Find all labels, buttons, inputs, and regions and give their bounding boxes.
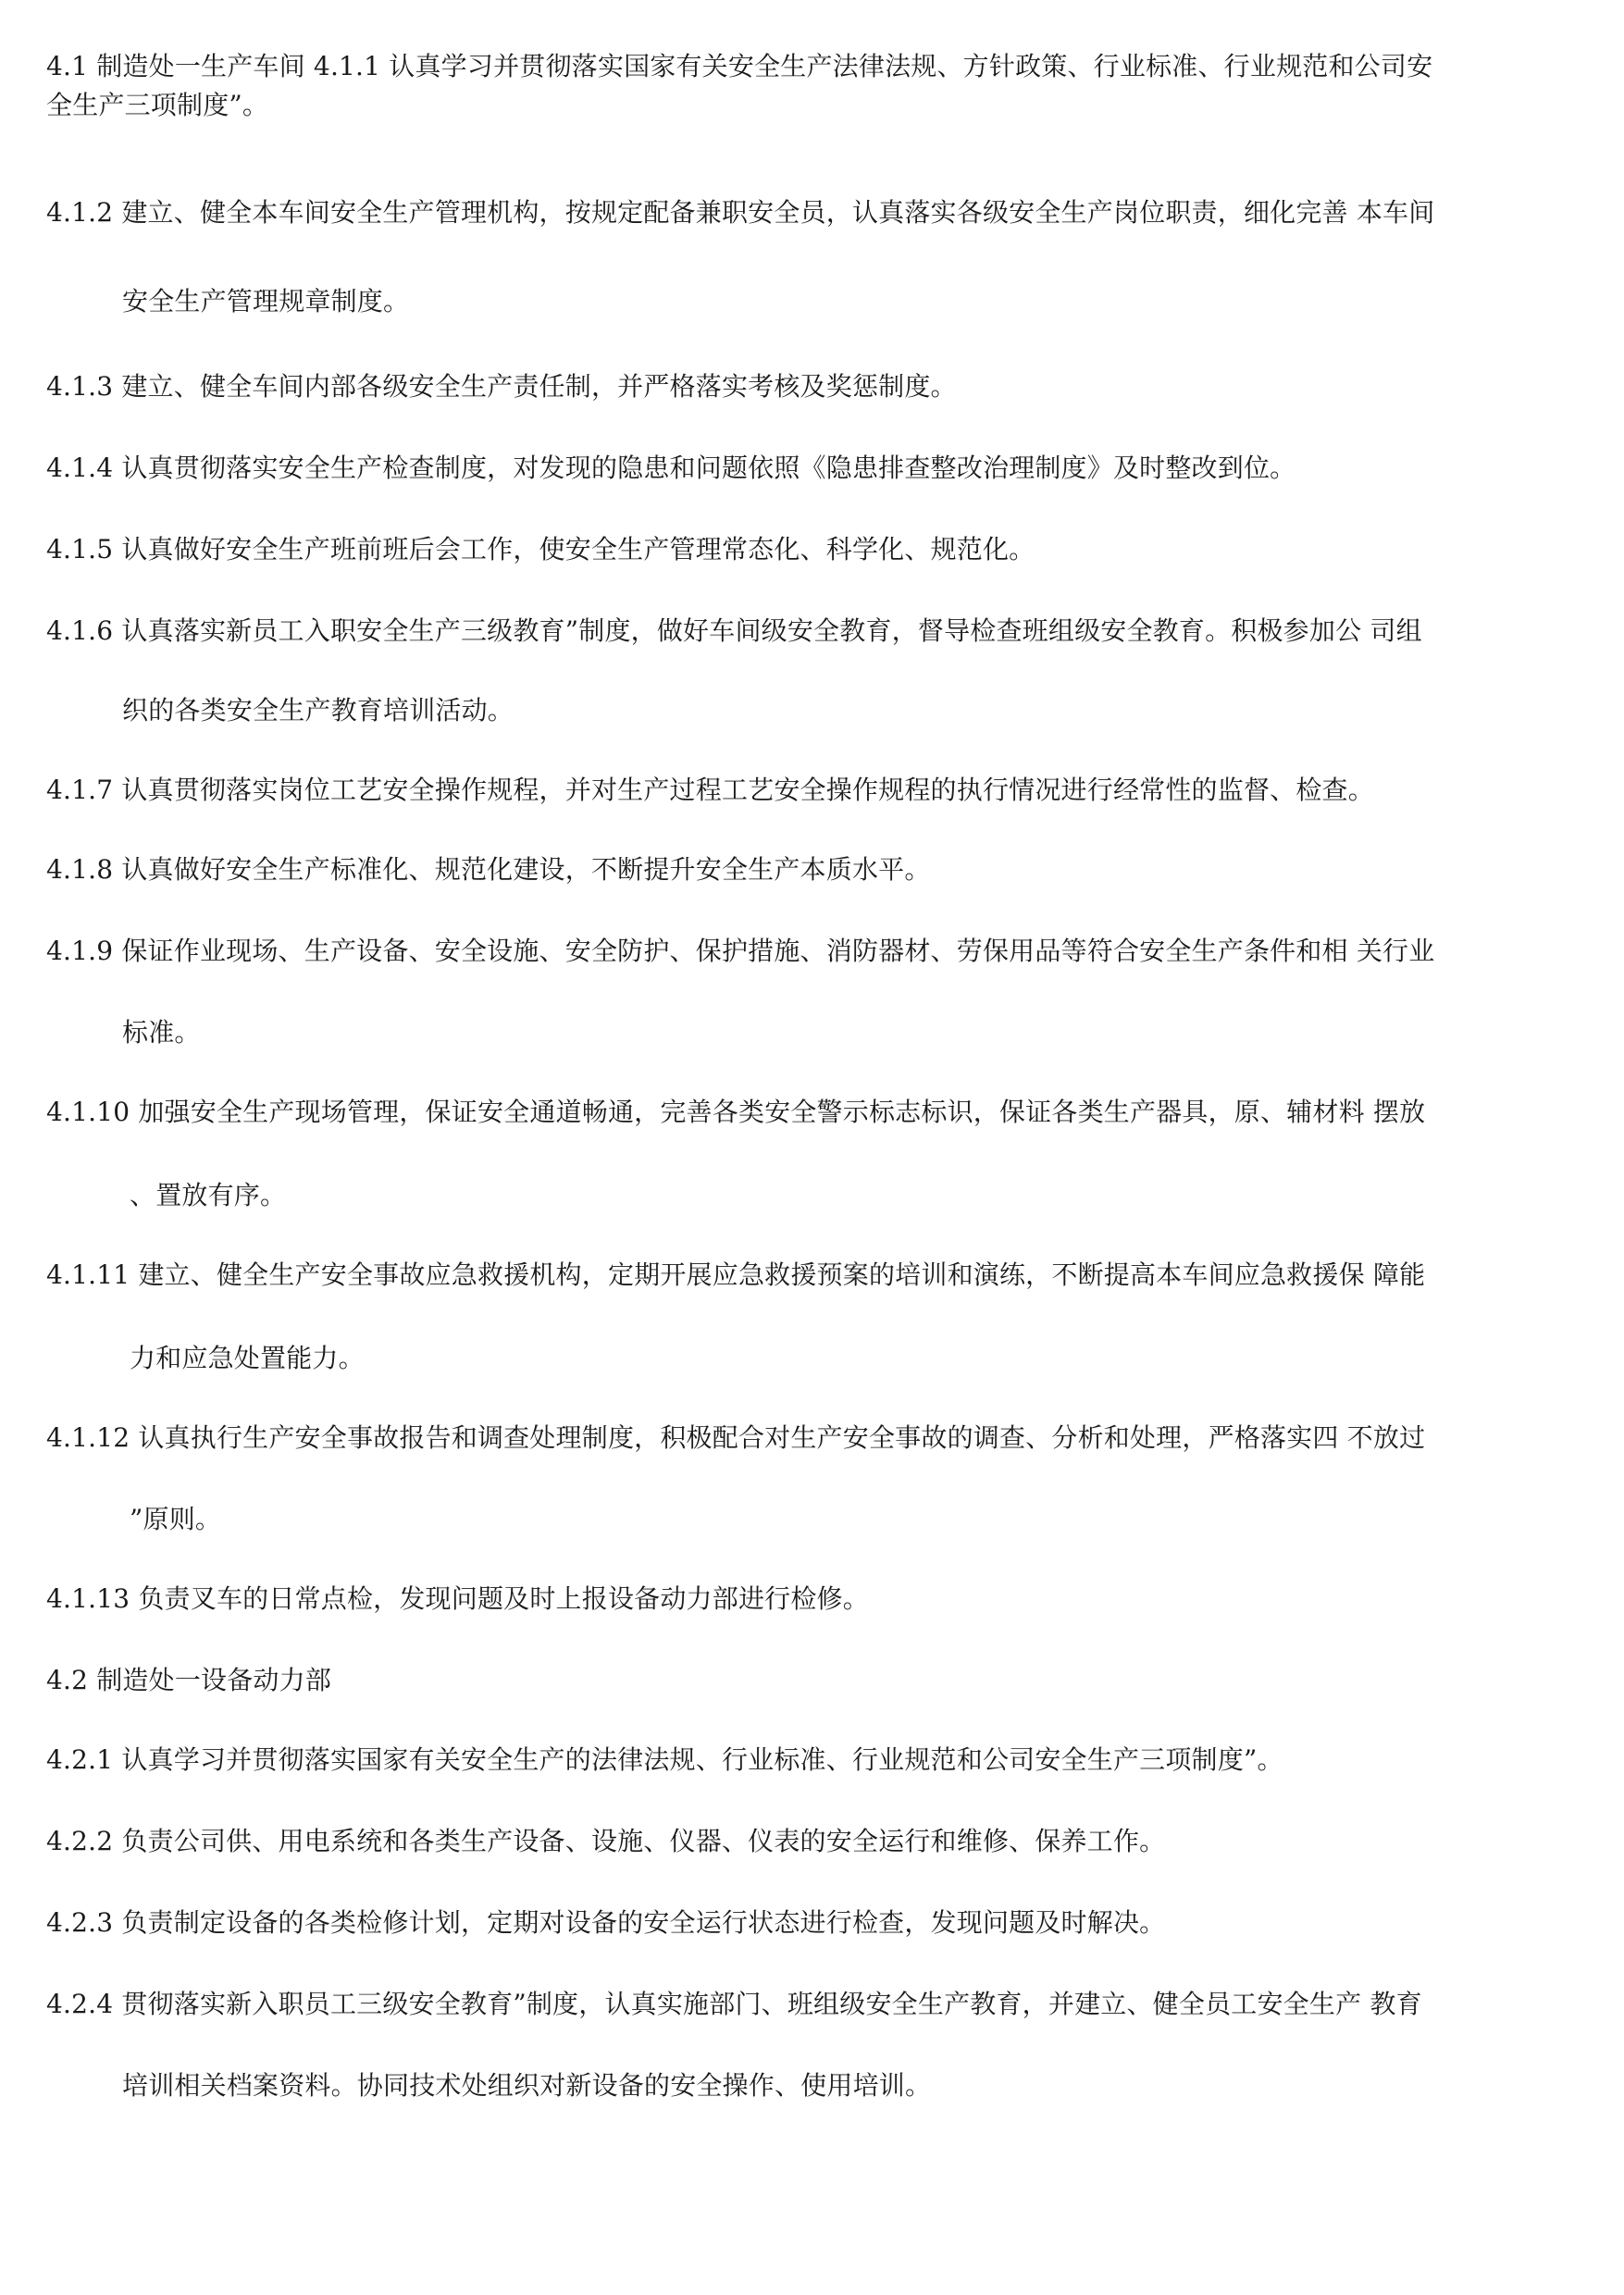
paragraph-4-1-3: 4.1.3 建立、健全车间内部各级安全生产责任制，并严格落实考核及奖惩制度。 [46, 371, 957, 402]
paragraph-4-2-4-line-2: 培训相关档案资料。协同技术处组织对新设备的安全操作、使用培训。 [122, 2070, 932, 2101]
paragraph-4-2-2: 4.2.2 负责公司供、用电系统和各类生产设备、设施、仪器、仪表的安全运行和维修、保养工作。 [46, 1826, 1166, 1856]
paragraph-4-1-line-1: 4.1 制造处一生产车间 4.1.1 认真学习并贯彻落实国家有关安全生产法律法规、方针政策、行业标准、行业规范和公司安 [46, 51, 1433, 81]
paragraph-4-1-7: 4.1.7 认真贯彻落实岗位工艺安全操作规程，并对生产过程工艺安全操作规程的执行情况进行经常性的监督、检查。 [46, 775, 1374, 805]
paragraph-4-1-10-line-2: 、置放有序。 [130, 1180, 287, 1210]
paragraph-4-1-8: 4.1.8 认真做好安全生产标准化、规范化建设，不断提升安全生产本质水平。 [46, 854, 931, 885]
paragraph-4-1-9-line-1: 4.1.9 保证作业现场、生产设备、安全设施、安全防护、保护措施、消防器材、劳保用品等符合安全生产条件和相 关行业 [46, 936, 1435, 966]
paragraph-4-1-11-line-1: 4.1.11 建立、健全生产安全事故应急救援机构，定期开展应急救援预案的培训和演练，不断提高本车间应急救援保 障能 [46, 1259, 1426, 1290]
paragraph-4-1-9-line-2: 标准。 [122, 1017, 201, 1048]
paragraph-4-1-4: 4.1.4 认真贯彻落实安全生产检查制度，对发现的隐患和问题依照《隐患排查整改治理制度》及时整改到位。 [46, 453, 1296, 483]
paragraph-4-1-6-line-1: 4.1.6 认真落实新员工入职安全生产三级教育”制度，做好车间级安全教育，督导检查班组级安全教育。积极参加公 司组 [46, 615, 1422, 646]
paragraph-4-1-6-line-2: 织的各类安全生产教育培训活动。 [122, 695, 514, 726]
paragraph-4-1-2-line-2: 安全生产管理规章制度。 [122, 286, 410, 316]
paragraph-4-2-4-line-1: 4.2.4 贯彻落实新入职员工三级安全教育”制度，认真实施部门、班组级安全生产教育，并建立、健全员工安全生产 教育 [46, 1989, 1422, 2019]
paragraph-4-1-2-line-1: 4.1.2 建立、健全本车间安全生产管理机构，按规定配备兼职安全员，认真落实各级安全生产岗位职责，细化完善 本车间 [46, 197, 1435, 228]
paragraph-4-1-10-line-1: 4.1.10 加强安全生产现场管理，保证安全通道畅通，完善各类安全警示标志标识，保证各类生产器具，原、辅材料 摆放 [46, 1097, 1426, 1127]
paragraph-4-1-5: 4.1.5 认真做好安全生产班前班后会工作，使安全生产管理常态化、科学化、规范化。 [46, 534, 1035, 564]
paragraph-4-1-11-line-2: 力和应急处置能力。 [130, 1343, 365, 1373]
paragraph-4-2-1: 4.2.1 认真学习并贯彻落实国家有关安全生产的法律法规、行业标准、行业规范和公司安全生产三项制度”。 [46, 1744, 1283, 1775]
section-heading-4-2: 4.2 制造处一设备动力部 [46, 1665, 332, 1695]
paragraph-4-2-3: 4.2.3 负责制定设备的各类检修计划，定期对设备的安全运行状态进行检查，发现问题及时解决。 [46, 1907, 1166, 1938]
paragraph-4-1-13: 4.1.13 负责叉车的日常点检，发现问题及时上报设备动力部进行检修。 [46, 1583, 869, 1614]
paragraph-4-1-12-line-1: 4.1.12 认真执行生产安全事故报告和调查处理制度，积极配合对生产安全事故的调查、分析和处理，严格落实四 不放过 [46, 1422, 1426, 1453]
paragraph-4-1-12-line-2: ”原则。 [130, 1504, 222, 1534]
paragraph-4-1-line-2: 全生产三项制度”。 [46, 90, 269, 120]
